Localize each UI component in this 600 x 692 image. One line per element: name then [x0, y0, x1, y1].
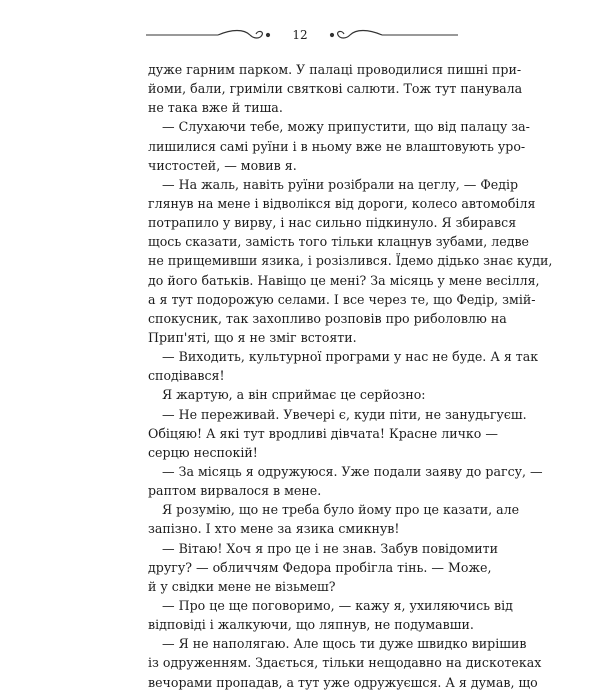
text-line: сподівався! — [148, 368, 225, 384]
text-line: глянув на мене і відволікся від дороги, колесо автомобіля — [148, 195, 536, 211]
text-line: раптом вирвалося в мене. — [148, 483, 322, 499]
left-flourish — [218, 31, 262, 39]
text-line: — За місяць я одружуюся. Уже подали заяву до рагсу, — — [162, 463, 543, 479]
text-line: йоми, бали, гриміли святкові салюти. Тож тут панувала — [148, 81, 523, 97]
right-flourish — [338, 31, 382, 39]
text-line: чистостей, — мовив я. — [148, 157, 297, 173]
text-line: спокусник, так захопливо розповів про риболовлю на — [148, 310, 507, 326]
text-line: а я тут подорожую селами. І все через те, що Федір, змій- — [148, 291, 536, 307]
text-line: потрапило у вирву, і нас сильно підкинуло. Я збирався — [148, 215, 517, 231]
text-line: запізно. І хто мене за язика смикнув! — [148, 521, 400, 537]
text-line: не прищемивши язика, і розізлився. Їдемо дідько знає куди, — [148, 253, 553, 269]
text-line: другу? — обличчям Федора пробігла тінь. — Може, — [148, 559, 492, 575]
text-line: вечорами пропадав, а тут уже одружуєшся. А я думав, що — [148, 674, 538, 690]
text-line: — Я не наполягаю. Але щось ти дуже швидко вирішив — [162, 636, 527, 652]
text-line: — Про це ще поговоримо, — кажу я, ухиляючись від — [162, 597, 513, 613]
page-header — [0, 26, 600, 46]
left-ornament-dot — [266, 33, 269, 36]
text-line: відповіді і жалкуючи, що ляпнув, не подумавши. — [148, 617, 474, 633]
text-line: Прип'яті, що я не зміг встояти. — [148, 329, 357, 345]
text-line: лишилися самі руїни і в ньому вже не влаштовують уро- — [148, 138, 526, 154]
text-line: до його батьків. Навіщо це мені? За місяць у мене весілля, — [148, 272, 540, 288]
text-line: дуже гарним парком. У палаці проводилися пишні при- — [148, 62, 522, 77]
text-line: Я жартую, а він сприймає це серйозно: — [162, 387, 426, 403]
text-line: — Слухаючи тебе, можу припустити, що від палацу за- — [162, 119, 530, 135]
text-line: — Вітаю! Хоч я про це і не знав. Забув повідомити — [162, 540, 498, 556]
page-number: 12 — [292, 28, 308, 42]
right-ornament-dot — [330, 33, 333, 36]
text-line: Обіцяю! А які тут вродливі дівчата! Красне личко — — [148, 425, 498, 441]
text-line: із одруженням. Здається, тільки нещодавно на дискотеках — [148, 655, 542, 671]
text-line: — На жаль, навіть руїни розібрали на цеглу, — Федір — [162, 176, 519, 192]
text-line: Я розумію, що не треба було йому про це казати, але — [162, 502, 520, 518]
text-line: й у свідки мене не візьмеш? — [148, 578, 336, 594]
text-line: — Не переживай. Увечері є, куди піти, не занудьгуєш. — [162, 406, 527, 422]
text-line: не така вже й тиша. — [148, 100, 283, 116]
text-line: — Виходить, культурної програми у нас не буде. А я так — [162, 349, 539, 365]
text-line: щось сказати, замість того тільки клацнув зубами, ледве — [148, 234, 530, 250]
body-text — [148, 60, 553, 692]
text-line: серцю неспокій! — [148, 444, 258, 460]
